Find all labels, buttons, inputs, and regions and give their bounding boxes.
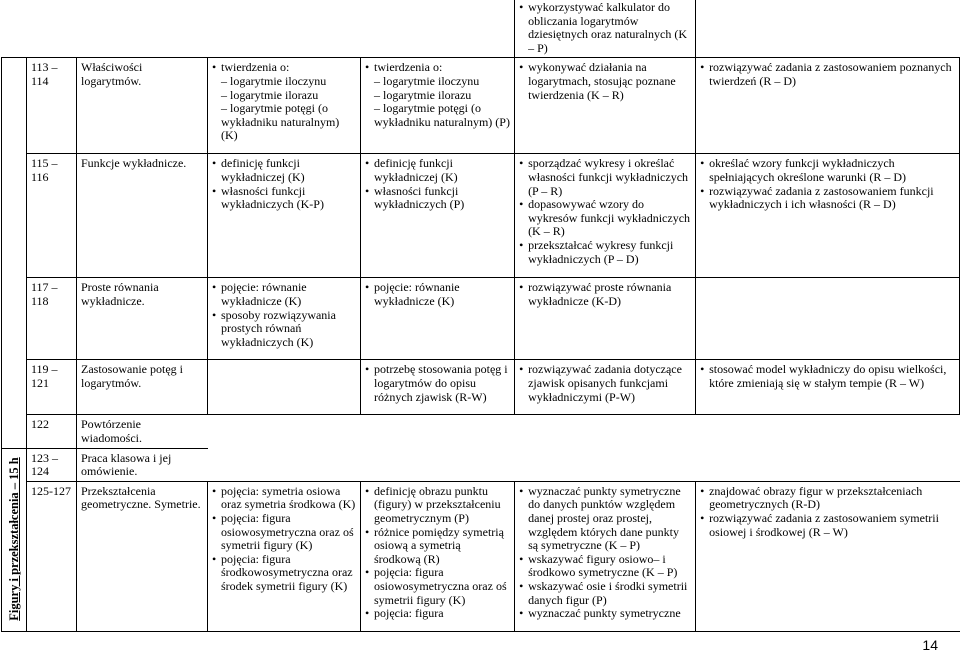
list-item: • pojęcia: figura środkowosymetryczna oraz środek symetrii figury (K) xyxy=(221,553,356,594)
basic-knowledge-cell xyxy=(208,278,361,360)
skills-basic-cell xyxy=(515,360,696,415)
hours-cell: 122 xyxy=(27,415,77,448)
list-item: • pojęcia: figura xyxy=(374,607,510,621)
list-item: • pojęcie: równanie wykładnicze (K) xyxy=(221,281,356,308)
extended-knowledge-cell xyxy=(361,278,515,360)
extended-knowledge-cell xyxy=(361,58,515,154)
list-item: • rozwiązywać zadania z zastosowaniem poznanych twierdzeń (R – D) xyxy=(709,61,955,88)
hours-cell: 125-127 xyxy=(27,481,77,631)
table-row xyxy=(2,278,960,360)
list-item: • twierdzenia o: – logarytmie iloczynu – logarytmie ilorazu – logarytmie potęgi (o wykładniku naturalnym) (P) xyxy=(374,61,510,129)
list-item: • rozwiązywać zadania z zastosowaniem symetrii osiowej i środkowej (R – W) xyxy=(709,512,956,539)
list-item: • pojęcia: figura osiowosymetryczna oraz oś symetrii figury (K) xyxy=(221,512,356,553)
list-item: • pojęcia: symetria osiowa oraz symetria środkowa (K) xyxy=(221,485,356,512)
table-row xyxy=(2,0,960,58)
list-item: • wykorzystywać kalkulator do obliczania logarytmów dziesiętnych oraz naturalnych (K – P) xyxy=(528,1,691,55)
list-item: • stosować model wykładniczy do opisu wielkości, które zmieniają się w stałym tempie (R – W) xyxy=(709,363,955,390)
extended-knowledge-cell xyxy=(361,154,515,278)
topic-cell: Proste równania wykładnicze. xyxy=(77,278,208,360)
list-item: • wyznaczać punkty symetryczne do danych punktów względem danej prostej oraz prostej, względem których dane punkty są symetryczne (K – P) xyxy=(528,485,691,553)
skills-basic-cell xyxy=(515,278,696,360)
list-item: • wyznaczać punkty symetryczne xyxy=(528,607,691,621)
list-item: • twierdzenia o: – logarytmie iloczynu – logarytmie ilorazu – logarytmie potęgi (o wykładniku naturalnym) (K) xyxy=(221,61,356,143)
table-row xyxy=(2,448,960,481)
topic-cell: Praca klasowa i jej omówienie. xyxy=(77,448,208,481)
list-item: • definicję funkcji wykładniczej (K) xyxy=(374,157,510,184)
hours-cell: 115 – 116 xyxy=(27,154,77,278)
table-row xyxy=(2,154,960,278)
list-item: • wykonywać działania na logarytmach, stosując poznane twierdzenia (K – R) xyxy=(528,61,691,102)
section-title: Figury i przekształcenia – 15 h xyxy=(7,456,21,621)
table-row xyxy=(2,415,960,448)
list-item: • określać wzory funkcji wykładniczych spełniających określone warunki (R – D) xyxy=(709,157,955,184)
list-item: • własności funkcji wykładniczych (P) xyxy=(374,185,510,212)
topic-cell: Przekształcenia geometryczne. Symetrie. xyxy=(77,481,208,631)
basic-knowledge-cell xyxy=(208,360,361,415)
list-item: • pojęcia: figura osiowosymetryczna oraz oś symetrii figury (K) xyxy=(374,566,510,607)
skills-basic-cell xyxy=(515,481,696,631)
hours-cell: 113 – 114 xyxy=(27,58,77,154)
list-item: • wskazywać figury osiowo– i środkowo symetryczne (K – P) xyxy=(528,553,691,580)
list-item: • sporządzać wykresy i określać własności funkcji wykładniczych (P – R) xyxy=(528,157,691,198)
page-number: 14 xyxy=(922,637,938,653)
topic-cell: Funkcje wykładnicze. xyxy=(77,154,208,278)
skills-extended-cell xyxy=(696,154,960,278)
list-item: • wskazywać osie i środki symetrii danych figur (P) xyxy=(528,580,691,607)
list-item: • rozwiązywać zadania z zastosowaniem funkcji wykładniczych i ich własności (R – D) xyxy=(709,185,955,212)
extended-knowledge-cell xyxy=(361,481,515,631)
list-item: • sposoby rozwiązywania prostych równań wykładniczych (K) xyxy=(221,309,356,350)
skills-basic-cell xyxy=(515,154,696,278)
table-row xyxy=(2,58,960,154)
hours-cell: 117 – 118 xyxy=(27,278,77,360)
list-item: • definicję obrazu punktu (figury) w przekształceniu geometrycznym (P) xyxy=(374,485,510,526)
section-label-cell xyxy=(2,448,27,631)
topic-cell: Właściwości logarytmów. xyxy=(77,58,208,154)
skills-extended-cell xyxy=(696,58,960,154)
curriculum-table xyxy=(1,0,960,632)
basic-knowledge-cell xyxy=(208,481,361,631)
list-item: • znajdować obrazy figur w przekształceniach geometrycznych (R-D) xyxy=(709,485,956,512)
hours-cell: 123 – 124 xyxy=(27,448,77,481)
hours-cell: 119 – 121 xyxy=(27,360,77,415)
list-item: • potrzebę stosowania potęg i logarytmów do opisu różnych zjawisk (R-W) xyxy=(374,363,510,404)
list-item: • przekształcać wykresy funkcji wykładniczych (P – D) xyxy=(528,239,691,266)
topic-cell: Powtórzenie wiadomości. xyxy=(77,415,208,448)
basic-knowledge-cell xyxy=(208,154,361,278)
list-item: • rozwiązywać proste równania wykładnicze (K-D) xyxy=(528,281,691,308)
list-item: • definicję funkcji wykładniczej (K) xyxy=(221,157,356,184)
list-item: • różnice pomiędzy symetrią osiową a symetrią środkową (R) xyxy=(374,526,510,567)
skills-extended-cell xyxy=(696,360,960,415)
skills-basic-cell xyxy=(515,0,696,58)
extended-knowledge-cell xyxy=(361,360,515,415)
list-item: • pojęcie: równanie wykładnicze (K) xyxy=(374,281,510,308)
skills-extended-cell xyxy=(696,278,960,360)
topic-cell: Zastosowanie potęg i logarytmów. xyxy=(77,360,208,415)
table-row xyxy=(2,481,960,631)
table-row xyxy=(2,360,960,415)
list-item: • własności funkcji wykładniczych (K-P) xyxy=(221,185,356,212)
basic-knowledge-cell xyxy=(208,58,361,154)
skills-basic-cell xyxy=(515,58,696,154)
skills-extended-cell xyxy=(696,481,960,631)
list-item: • rozwiązywać zadania dotyczące zjawisk opisanych funkcjami wykładniczymi (P-W) xyxy=(528,363,691,404)
list-item: • dopasowywać wzory do wykresów funkcji wykładniczych (K – R) xyxy=(528,198,691,239)
